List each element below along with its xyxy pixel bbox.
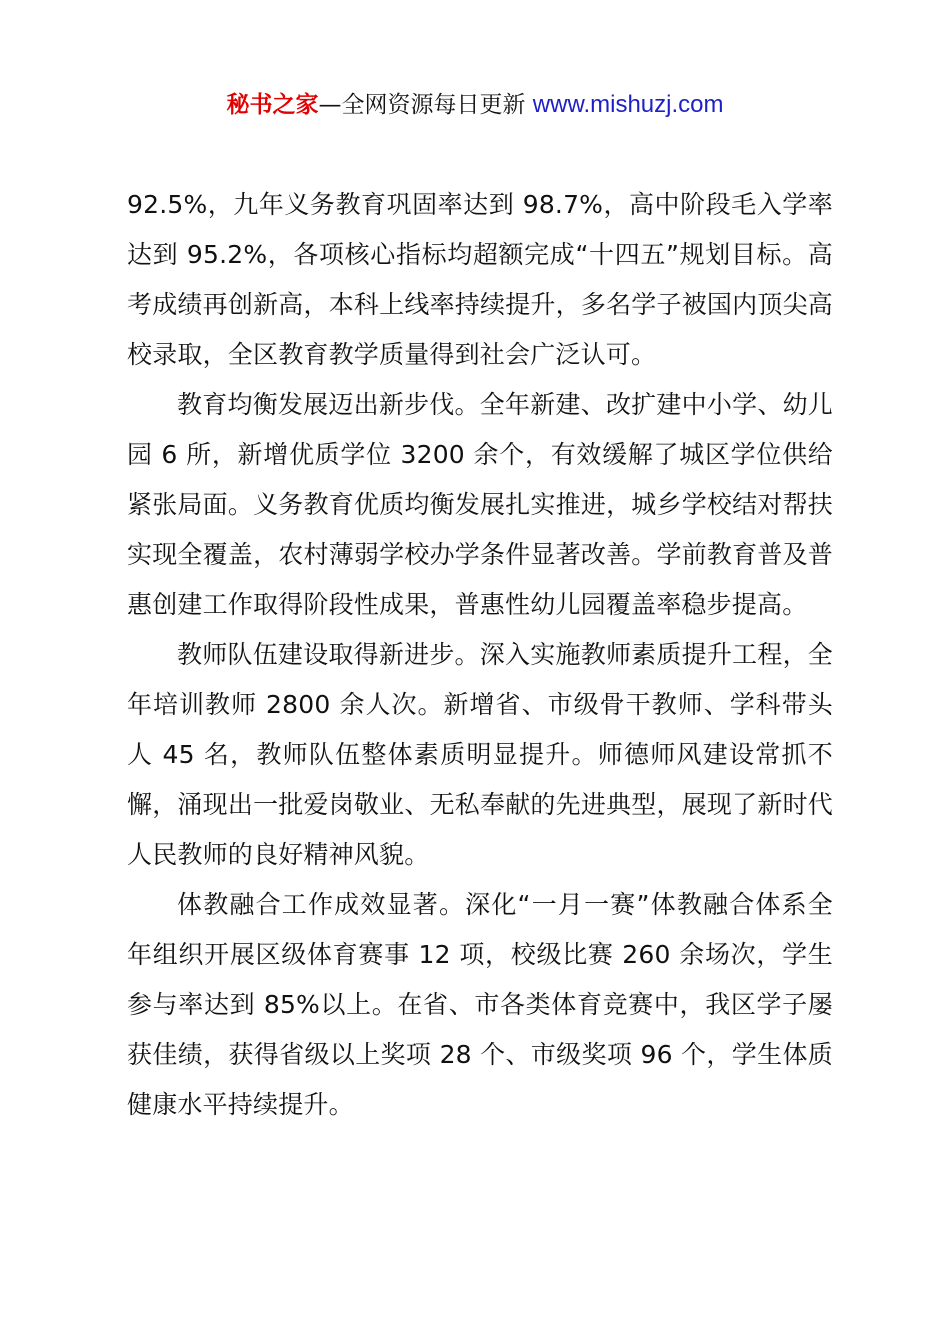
page-header bbox=[0, 88, 950, 122]
site-tagline: —全网资源每日更新 bbox=[318, 92, 533, 118]
site-brand: 秘书之家 bbox=[226, 92, 319, 118]
document-body bbox=[127, 180, 833, 1130]
paragraph-teacher-team: 教师队伍建设取得新进步。深入实施教师素质提升工程，全年培训教师 2800 余人次。新增省、市级骨干教师、学科带头人 45 名，教师队伍整体素质明显提升。师德师风建设常抓不懈，涌现出一批爱岗敬业、无私奉献的先进典型，展现了新时代人民教师的良好精神风貌。 bbox=[127, 640, 833, 869]
paragraph-continuation: 92.5%，九年义务教育巩固率达到 98.7%，高中阶段毛入学率达到 95.2%，各项核心指标均超额完成“十四五”规划目标。高考成绩再创新高，本科上线率持续提升，多名学子被国内顶尖高校录取，全区教育教学质量得到社会广泛认可。 bbox=[127, 190, 833, 369]
paragraph-education-balance: 教育均衡发展迈出新步伐。全年新建、改扩建中小学、幼儿园 6 所，新增优质学位 3200 余个，有效缓解了城区学位供给紧张局面。义务教育优质均衡发展扎实推进，城乡学校结对帮扶实现全覆盖，农村薄弱学校办学条件显著改善。学前教育普及普惠创建工作取得阶段性成果，普惠性幼儿园覆盖率稳步提高。 bbox=[127, 390, 833, 619]
paragraph-sports-education: 体教融合工作成效显著。深化“一月一赛”体教融合体系全年组织开展区级体育赛事 12 项，校级比赛 260 余场次，学生参与率达到 85%以上。在省、市各类体育竞赛中，我区学子屡获佳绩，获得省级以上奖项 28 个、市级奖项 96 个，学生体质健康水平持续提升。 bbox=[127, 890, 833, 1119]
site-url-link[interactable]: www.mishuzj.com bbox=[532, 91, 724, 118]
